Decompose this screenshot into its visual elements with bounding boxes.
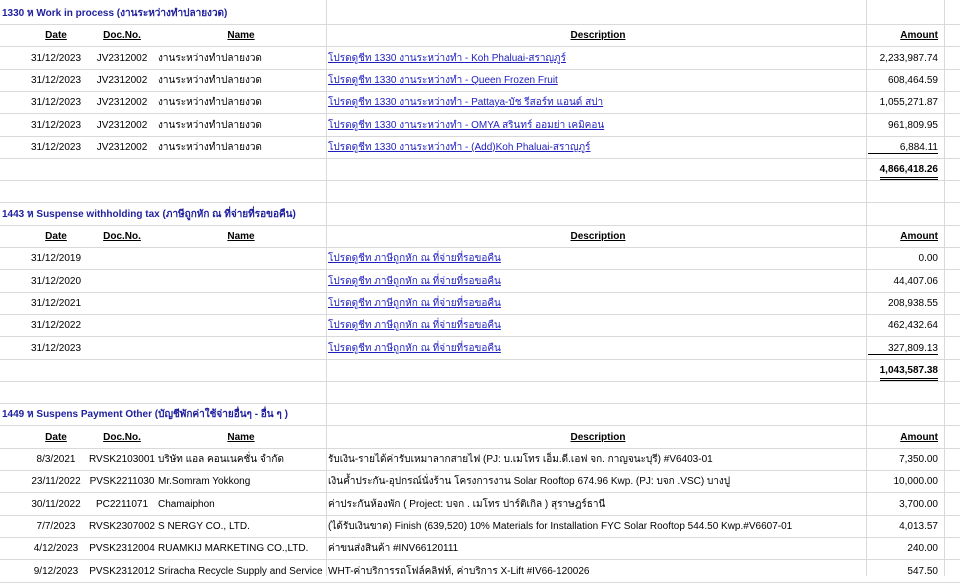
cell-date: 31/12/2023: [30, 119, 82, 131]
cell-amount: 208,938.55: [887, 297, 938, 309]
cell-doc-no: JV2312002: [96, 52, 148, 64]
header-date: Date: [45, 30, 67, 42]
cell-date: 31/12/2021: [30, 297, 82, 309]
table-row[interactable]: [0, 70, 960, 92]
cell-doc-no: [88, 271, 156, 292]
cell-description: เงินค้ำประกัน-อุปกรณ์นั่งร้าน โครงการงาน Solar Rooftop 674.96 Kwp. (PJ: บจก .VSC) บางปู: [328, 476, 731, 488]
cell-date: 7/7/2023: [36, 520, 76, 532]
cell-amount: 547.50: [907, 565, 938, 577]
table-row[interactable]: [0, 92, 960, 114]
header-doc-no: Doc.No.: [103, 431, 141, 443]
cell-amount: 1,055,271.87: [879, 97, 938, 109]
header-name: Name: [227, 231, 255, 242]
cell-description[interactable]: [328, 92, 868, 113]
cell-amount: 0.00: [918, 253, 938, 265]
table-row[interactable]: [0, 315, 960, 337]
cell-amount: 462,432.64: [887, 320, 938, 332]
cell-doc-no: [88, 338, 156, 359]
cell-description[interactable]: [328, 70, 868, 91]
table-row[interactable]: [0, 449, 960, 471]
column-header-row[interactable]: [0, 25, 960, 47]
header-description: Description: [570, 231, 626, 242]
cell-doc-no: JV2312002: [96, 141, 148, 153]
cell-name: RUAMKIJ MARKETING CO.,LTD.: [158, 543, 309, 555]
total-row[interactable]: [0, 159, 960, 181]
cell-doc-no: JV2312002: [96, 74, 148, 86]
header-doc-no: Doc.No.: [103, 231, 141, 242]
header-name: Name: [227, 30, 255, 42]
cell-description[interactable]: [328, 293, 868, 314]
table-row[interactable]: [0, 137, 960, 159]
table-row[interactable]: [0, 248, 960, 270]
header-description: Description: [570, 431, 626, 443]
section-total: [868, 159, 938, 180]
cell-description[interactable]: [328, 248, 868, 269]
cell-doc-no: JV2312002: [96, 119, 148, 131]
cell-doc-no: JV2312002: [96, 97, 148, 109]
cell-date: 9/12/2023: [33, 565, 79, 577]
cell-amount: 10,000.00: [893, 476, 938, 488]
cell-name: งานระหว่างทำปลายงวด: [158, 52, 262, 64]
section-title-row[interactable]: [0, 3, 960, 25]
table-row[interactable]: [0, 516, 960, 538]
table-row[interactable]: [0, 271, 960, 293]
cell-description[interactable]: [328, 137, 868, 158]
cell-description: รับเงิน-รายได้ค่ารับเหมาลากสายไฟ (PJ: บ.เมโทร เอ็ม.ดี.เอฟ จก. กาญจนะบุรี) #V6403-01: [328, 454, 713, 465]
table-row[interactable]: [0, 494, 960, 516]
section-title-row[interactable]: [0, 204, 960, 226]
empty-row[interactable]: [0, 382, 960, 404]
total-value: 1,043,587.38: [880, 361, 938, 381]
cell-description[interactable]: [328, 115, 868, 136]
cell-name: [158, 248, 324, 269]
sheet-link[interactable]: โปรดดูชีท 1330 งานระหว่างทำ - Koh Phaluai-สราญภูร์: [328, 52, 566, 64]
cell-doc-no: PC2211071: [95, 498, 149, 510]
cell-date: 31/12/2022: [30, 320, 82, 332]
cell-name: Sriracha Recycle Supply and Service: [158, 565, 323, 577]
cell-name: งานระหว่างทำปลายงวด: [158, 74, 262, 86]
section-title: 1330 ห Work in process (งานระหว่างทำปลายงวด): [2, 8, 228, 19]
section-title: 1449 ห Suspens Payment Other (บัญชีพักค่าใช้จ่ายอื่นๆ - อื่น ๆ ): [2, 409, 288, 421]
cell-amount: 327,809.13: [868, 338, 938, 355]
cell-description: ค่าขนส่งสินค้า #INV66120111: [328, 543, 459, 555]
header-amount: Amount: [900, 231, 938, 242]
sheet-link[interactable]: โปรดดูชีท ภาษีถูกหัก ณ ที่จ่ายที่รอขอคืน: [328, 275, 501, 287]
sheet-link[interactable]: โปรดดูชีท 1330 งานระหว่างทำ - Pattaya-บัช รีสอร์ท แอนด์ สปา: [328, 97, 604, 109]
table-row[interactable]: [0, 293, 960, 315]
header-description: Description: [570, 30, 626, 42]
total-value: 4,866,418.26: [880, 160, 938, 180]
table-row[interactable]: [0, 538, 960, 560]
cell-name: บริษัท แอล คอนเนคชั่น จำกัด: [158, 454, 284, 465]
cell-doc-no: [88, 315, 156, 336]
cell-name: [158, 271, 324, 292]
sheet-link[interactable]: โปรดดูชีท ภาษีถูกหัก ณ ที่จ่ายที่รอขอคืน: [328, 297, 501, 309]
sheet-link[interactable]: โปรดดูชีท ภาษีถูกหัก ณ ที่จ่ายที่รอขอคืน: [328, 253, 501, 265]
cell-description[interactable]: [328, 48, 868, 69]
cell-name: [158, 338, 324, 359]
cell-date: 31/12/2020: [30, 275, 82, 287]
cell-date: 31/12/2023: [30, 342, 82, 354]
cell-doc-no: PVSK2312004: [89, 543, 155, 555]
header-date: Date: [45, 231, 67, 242]
section-title: 1443 ห Suspense withholding tax (ภาษีถูกหัก ณ ที่จ่ายที่รอขอคืน): [2, 208, 296, 220]
empty-row[interactable]: [0, 181, 960, 203]
cell-amount: 961,809.95: [887, 119, 938, 131]
section-total: [868, 360, 938, 381]
sheet-link[interactable]: โปรดดูชีท 1330 งานระหว่างทำ - Queen Frozen Fruit: [328, 74, 558, 86]
header-date: Date: [45, 431, 67, 443]
cell-amount: 3,700.00: [899, 498, 938, 510]
table-row[interactable]: [0, 561, 960, 583]
total-row[interactable]: [0, 360, 960, 382]
cell-doc-no: [88, 293, 156, 314]
cell-name: Mr.Somram Yokkong: [158, 476, 251, 488]
header-amount: Amount: [900, 30, 938, 42]
cell-description: WHT-ค่าบริการรถโฟล์คลิฟท์, ค่าบริการ X-Lift #IV66-120026: [328, 565, 590, 577]
table-row[interactable]: [0, 115, 960, 137]
cell-doc-no: [88, 248, 156, 269]
cell-description[interactable]: [328, 315, 868, 336]
cell-date: 31/12/2023: [30, 141, 82, 153]
column-header-row[interactable]: [0, 226, 960, 248]
cell-description: (ได้รับเงินขาด) Finish (639,520) 10% Materials for Installation FYC Solar Rooftop 544.50 Kwp.#V6607-01: [328, 520, 793, 532]
cell-amount: 608,464.59: [887, 74, 938, 86]
cell-name: [158, 293, 324, 314]
table-row[interactable]: [0, 471, 960, 493]
cell-date: 4/12/2023: [33, 543, 79, 555]
cell-amount: 2,233,987.74: [879, 52, 938, 64]
cell-description[interactable]: [328, 338, 868, 359]
cell-doc-no: PVSK2211030: [89, 476, 155, 488]
cell-amount: 4,013.57: [899, 520, 938, 532]
cell-date: 8/3/2021: [36, 454, 76, 465]
sheet-link[interactable]: โปรดดูชีท 1330 งานระหว่างทำ - (Add)Koh Phaluai-สราญภูร์: [328, 141, 591, 153]
cell-doc-no: RVSK2103001: [89, 454, 155, 465]
cell-amount: 240.00: [907, 543, 938, 555]
cell-date: 31/12/2023: [30, 97, 82, 109]
table-row[interactable]: [0, 48, 960, 70]
cell-date: 30/11/2022: [31, 498, 81, 510]
header-doc-no: Doc.No.: [103, 30, 141, 42]
cell-description: ค่าประกันห้องพัก ( Project: บจก . เมโทร ปาร์ติเกิล ) สุราษฎร์ธานี: [328, 498, 606, 510]
cell-date: 23/11/2022: [31, 476, 81, 488]
cell-description[interactable]: [328, 271, 868, 292]
sheet-link[interactable]: โปรดดูชีท ภาษีถูกหัก ณ ที่จ่ายที่รอขอคืน: [328, 342, 501, 354]
cell-amount: 44,407.06: [893, 275, 938, 287]
cell-date: 31/12/2023: [30, 52, 82, 64]
table-row[interactable]: [0, 338, 960, 360]
sheet-link[interactable]: โปรดดูชีท ภาษีถูกหัก ณ ที่จ่ายที่รอขอคืน: [328, 320, 501, 332]
header-name: Name: [227, 431, 255, 443]
section-title-row[interactable]: [0, 404, 960, 426]
cell-date: 31/12/2019: [30, 253, 82, 265]
cell-amount: 7,350.00: [899, 454, 938, 465]
header-amount: Amount: [900, 431, 938, 443]
cell-name: งานระหว่างทำปลายงวด: [158, 141, 262, 153]
column-header-row[interactable]: [0, 427, 960, 449]
cell-name: [158, 315, 324, 336]
cell-doc-no: RVSK2307002: [89, 520, 155, 532]
cell-doc-no: PVSK2312012: [89, 565, 155, 577]
cell-name: งานระหว่างทำปลายงวด: [158, 119, 262, 131]
sheet-link[interactable]: โปรดดูชีท 1330 งานระหว่างทำ - OMYA สรินทร์ ออมย่า เคมิคอน: [328, 119, 605, 131]
cell-name: งานระหว่างทำปลายงวด: [158, 97, 262, 109]
cell-name: Chamaiphon: [158, 498, 215, 510]
cell-name: S NERGY CO., LTD.: [158, 520, 250, 532]
cell-date: 31/12/2023: [30, 74, 82, 86]
cell-amount: 6,884.11: [868, 137, 938, 154]
